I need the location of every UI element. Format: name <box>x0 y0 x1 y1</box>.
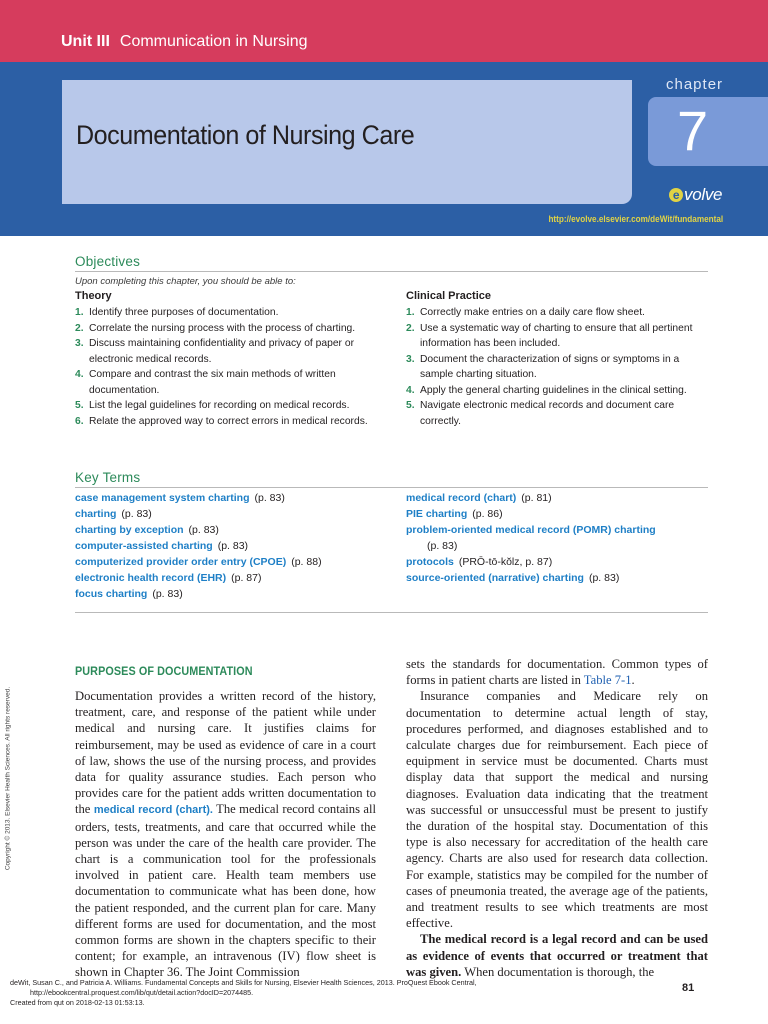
objectives-intro: Upon completing this chapter, you should be able to: <box>75 276 296 287</box>
paragraph: Insurance companies and Medicare rely on documentation to determine actual length of stay, procedures performed, and diagnoses established and to calculate charges due for reimbursement. Each piece of equipment in service must be documented. Charts must display data that support the medical and nursing diagnoses. Evaluation data indicating that the treatment was successful or unsuccessful must be present to justify the duration of the hospital stay. Documentation of this type is also necessary for accreditation of the health care agency. Charts are also used for research data collection. For example, statistics may be compiled for the number of cases of pneumonia treated, the average age of the patients, and treatment results to see which treatments are most effective. <box>406 689 708 931</box>
citation-footer <box>10 978 477 1008</box>
table-link[interactable]: Table 7-1 <box>583 673 632 688</box>
citation-created: Created from qut on 2018-02-13 01:53:13. <box>10 998 145 1007</box>
chapter-number: 7 <box>677 99 709 162</box>
section-title: PURPOSES OF DOCUMENTATION <box>75 664 253 678</box>
list-item: 5. List the legal guidelines for recording on medical records. <box>75 400 350 411</box>
left-body-column <box>75 688 376 981</box>
theory-heading: Theory <box>75 290 112 302</box>
key-term[interactable]: protocols (PRŌ-tō-kŏlz, p. 87) <box>406 556 553 568</box>
list-item: 4. Apply the general charting guidelines in the clinical setting. <box>406 384 687 396</box>
chapter-number-box <box>648 97 768 166</box>
clinical-objectives-list <box>406 305 706 429</box>
key-term[interactable]: source-oriented (narrative) charting (p. 83) <box>406 572 620 584</box>
evolve-logo-text: volve <box>684 185 723 204</box>
key-terms-bottom-rule <box>75 612 708 613</box>
list-item: 5. Navigate electronic medical records and document care correctly. <box>406 400 675 427</box>
paragraph: sets the standards for documentation. Common types of forms in patient charts are listed in Table 7-1. <box>406 657 708 688</box>
list-item: 6. Relate the approved way to correct errors in medical records. <box>75 415 368 427</box>
list-item: 2. Use a systematic way of charting to ensure that all pertinent information has been included. <box>406 322 693 349</box>
evolve-url-link[interactable]: http://evolve.elsevier.com/deWit/fundamental <box>548 214 723 225</box>
list-item: 2. Correlate the nursing process with the process of charting. <box>75 322 356 334</box>
key-term-inline[interactable]: medical record (chart). <box>93 804 213 817</box>
key-term-continuation: (p. 83) <box>427 540 458 552</box>
list-item: 3. Discuss maintaining confidentiality and privacy of paper or electronic medical records. <box>75 338 354 365</box>
page-number: 81 <box>682 982 695 994</box>
list-item: 1. Correctly make entries on a daily care flow sheet. <box>406 307 645 318</box>
chapter-title-box <box>62 80 632 204</box>
evolve-logo <box>669 185 722 205</box>
key-terms-rule <box>75 487 708 488</box>
key-term[interactable]: electronic health record (EHR) (p. 87) <box>75 572 262 584</box>
key-term[interactable]: problem-oriented medical record (POMR) charting <box>406 524 656 536</box>
paragraph: Documentation provides a written record of the history, treatment, care, and response of the patient while under medical and nursing care. It justifies claims for reimbursement, may be used as evidence of care in a court of law, shows the use of the nursing process, and provides data for quality assurance studies. Each person who provides care for the patient adds written documentation to the medical record (chart). The medical record contains all orders, tests, treatments, and care that occurred while the person was under the care of the health care provider. The chart is a communication tool for the professionals involved in patient care. Health team members use documentation to communicate what has been done, how the patient responded, and the current plan for care. Many different forms are used for documentation, and the most common forms are shown in the chapters specific to their content; for example, an intravenous (IV) flow sheet is shown in Chapter 36. The Joint Commission <box>75 689 376 980</box>
key-terms-heading: Key Terms <box>75 470 141 485</box>
citation-url[interactable]: http://ebookcentral.proquest.com/lib/qut/detail.action?docID=2074485. <box>30 988 254 997</box>
evolve-e-icon: e <box>669 188 683 202</box>
key-terms-left-list <box>75 490 322 602</box>
objectives-heading: Objectives <box>75 254 141 269</box>
key-term[interactable]: PIE charting (p. 86) <box>406 508 503 520</box>
chapter-title: Documentation of Nursing Care <box>76 120 415 150</box>
key-term[interactable]: computer-assisted charting (p. 83) <box>75 540 249 552</box>
paragraph: The medical record is a legal record and can be used as evidence of events that occurred or treatment that was given. When documentation is thorough, the <box>406 932 708 979</box>
unit-label <box>61 32 308 52</box>
key-term[interactable]: case management system charting (p. 83) <box>75 492 285 504</box>
key-term[interactable]: medical record (chart) (p. 81) <box>406 492 552 504</box>
list-item: 4. Compare and contrast the six main methods of written documentation. <box>75 369 336 396</box>
unit-title: Communication in Nursing <box>119 33 308 50</box>
theory-objectives-list <box>75 305 375 429</box>
chapter-word: chapter <box>666 76 724 93</box>
key-term[interactable]: charting (p. 83) <box>75 508 152 520</box>
list-item: 3. Document the characterization of signs or symptoms in a sample charting situation. <box>406 353 680 380</box>
key-term[interactable]: charting by exception (p. 83) <box>75 524 219 536</box>
side-copyright-notice: Copyright © 2013. Elsevier Health Sciences. All rights reserved. <box>4 686 12 871</box>
list-item: 1. Identify three purposes of documentation. <box>75 307 279 318</box>
clinical-practice-heading: Clinical Practice <box>406 290 491 302</box>
citation-line: deWit, Susan C., and Patricia A. Williams. Fundamental Concepts and Skills for Nursing, Elsevier Health Sciences, 2013. ProQuest Ebook Central, <box>10 978 477 987</box>
right-body-column <box>406 656 708 980</box>
unit-number: Unit III <box>61 33 110 50</box>
key-terms-right-list <box>406 490 656 586</box>
key-term[interactable]: focus charting (p. 83) <box>75 588 183 600</box>
key-term[interactable]: computerized provider order entry (CPOE) (p. 88) <box>75 556 322 568</box>
objectives-rule <box>75 271 708 272</box>
unit-header-bar <box>0 0 768 62</box>
